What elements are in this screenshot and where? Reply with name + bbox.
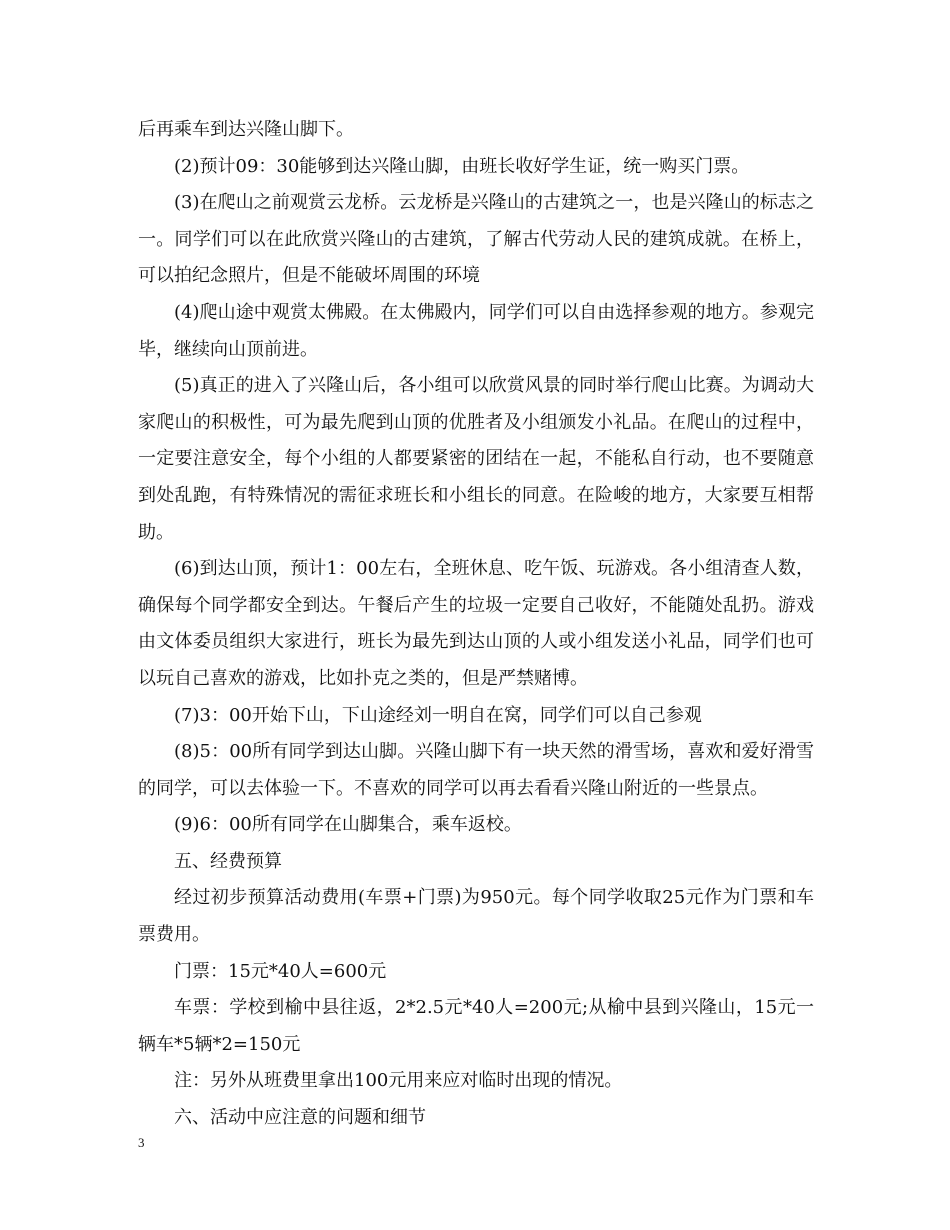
transport-cost: 车票：学校到榆中县往返，2*2.5元*40人=200元;从榆中县到兴隆山，15元一辆车*5辆*2=150元 [138, 997, 814, 1055]
section-heading-notes: 六、活动中应注意的问题和细节 [174, 1107, 426, 1129]
schedule-item-8: (8)5：00所有同学到达山脚。兴隆山脚下有一块天然的滑雪场，喜欢和爱好滑雪的同学，可以去体验一下。不喜欢的同学可以再去看看兴隆山附近的一些景点。 [138, 741, 814, 799]
schedule-item-6: (6)到达山顶，预计1：00左右，全班休息、吃午饭、玩游戏。各小组清查人数，确保每个同学都安全到达。午餐后产生的垃圾一定要自己收好，不能随处乱扔。游戏由文体委员组织大家进行，班长为最先到达山顶的人或小组发送小礼品，同学们也可以玩自己喜欢的游戏，比如扑克之类的，但是严禁赌博。 [138, 558, 814, 689]
ticket-cost: 门票：15元*40人=600元 [174, 960, 387, 982]
section-heading-budget: 五、经费预算 [174, 850, 282, 872]
schedule-item-2: (2)预计09：30能够到达兴隆山脚，由班长收好学生证，统一购买门票。 [174, 155, 750, 177]
schedule-item-9: (9)6：00所有同学在山脚集合，乘车返校。 [174, 814, 522, 836]
schedule-item-5: (5)真正的进入了兴隆山后，各小组可以欣赏风景的同时举行爬山比赛。为调动大家爬山的积极性，可为最先爬到山顶的优胜者及小组颁发小礼品。在爬山的过程中，一定要注意安全，每个小组的人都要紧密的团结在一起，不能私自行动，也不要随意到处乱跑，有特殊情况的需征求班长和小组长的同意。在险峻的地方，大家要互相帮助。 [138, 375, 814, 543]
continued-paragraph: 后再乘车到达兴隆山脚下。 [138, 119, 354, 140]
schedule-item-4: (4)爬山途中观赏太佛殿。在太佛殿内，同学们可以自由选择参观的地方。参观完毕，继续向山顶前进。 [138, 301, 814, 360]
budget-note: 注：另外从班费里拿出100元用来应对临时出现的情况。 [174, 1070, 623, 1092]
document-body [138, 112, 814, 1137]
schedule-item-7: (7)3：00开始下山，下山途经刘一明自在窝，同学们可以自己参观 [174, 704, 702, 726]
budget-summary: 经过初步预算活动费用(车票+门票)为950元。每个同学收取25元作为门票和车票费用。 [138, 887, 814, 946]
schedule-item-3: (3)在爬山之前观赏云龙桥。云龙桥是兴隆山的古建筑之一，也是兴隆山的标志之一。同学们可以在此欣赏兴隆山的古建筑，了解古代劳动人民的建筑成就。在桥上，可以拍纪念照片，但是不能破坏周围的环境 [138, 192, 814, 287]
page-number: 3 [138, 1135, 145, 1150]
